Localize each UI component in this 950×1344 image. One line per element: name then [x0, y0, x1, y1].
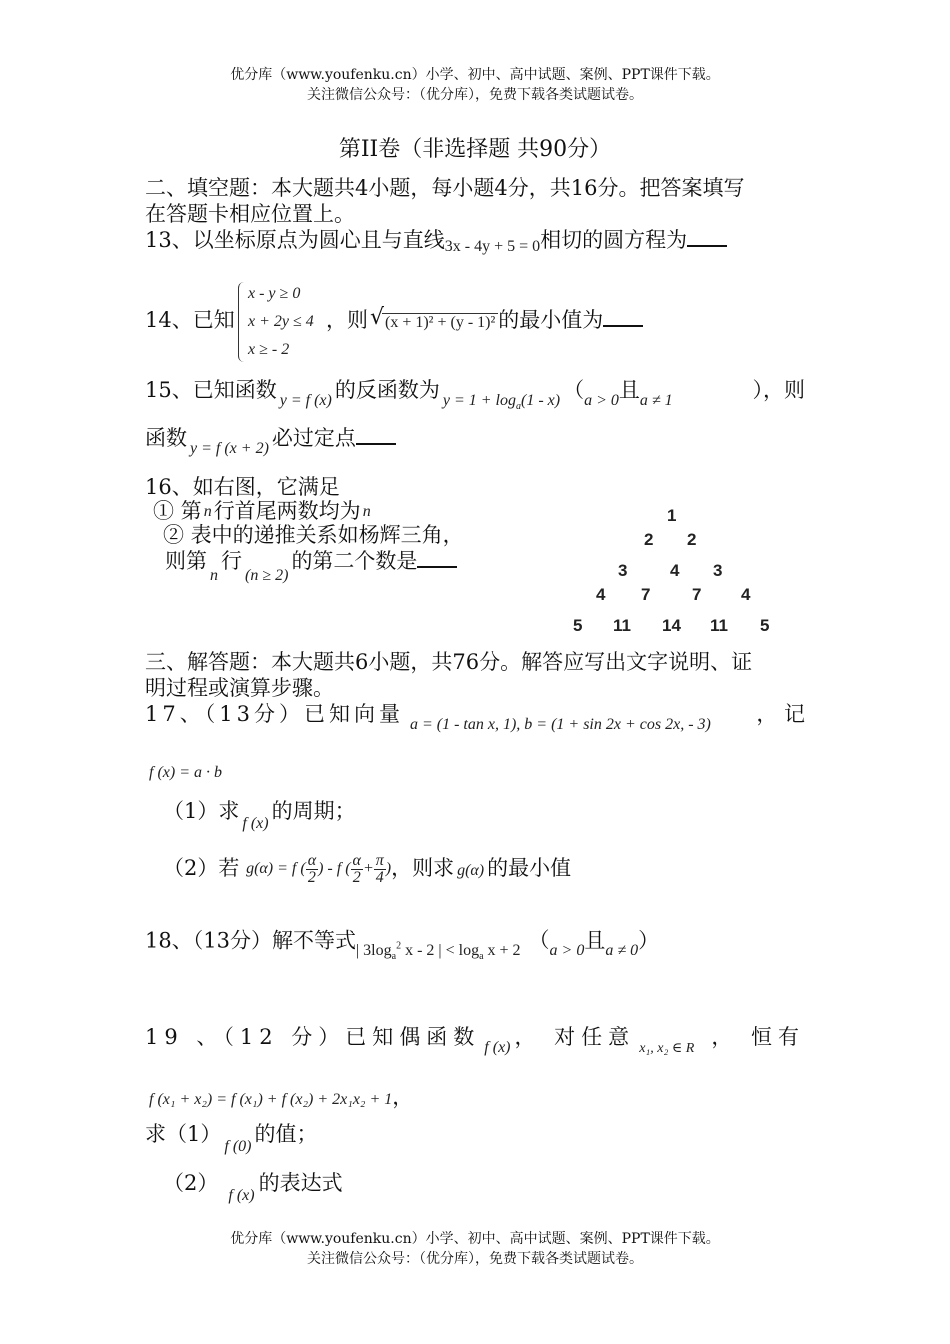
q15-cond-2: a ≠ 1 [639, 392, 673, 409]
q18-lead: 18、（13分）解不等式 [145, 928, 356, 953]
section-title: 第II卷（非选择题 共90分） [338, 137, 612, 162]
q14-condition-2: x + 2y ≤ 4 [248, 313, 314, 330]
q19-part-1: 求$(1)_{f (0)}$的值； [145, 1122, 318, 1155]
q14-system-brace [238, 282, 245, 362]
triangle-cell: 11 [613, 616, 631, 635]
q14-lead: 14、已知 [145, 308, 235, 332]
part3-intro-line2: 明过程或演算步骤。 [145, 676, 334, 700]
q15-cond-1: a > 0 [584, 392, 619, 409]
q17-g-expression: g(α) = f ( $\frac{\alpha}{2}$ ) - f ( $\frac{\alpha}{2}$ + $\frac{\pi}{4}$ ) [246, 852, 392, 886]
q14-answer-blank[interactable] [603, 307, 643, 327]
triangle-cell: 4 [670, 561, 680, 580]
question-18: 18、（13分）解不等式$_{| 3log_a^2 x - 2 | < log_a x + 2}$ （$_{a > 0}$且$_{a \ne 0}$） [145, 928, 660, 963]
q14-sqrt-content: (x + 1)² + (y - 1)² [382, 313, 498, 331]
triangle-cell: 5 [760, 616, 770, 635]
question-15-line1 [145, 377, 805, 412]
triangle-cell: 14 [662, 616, 681, 635]
q13-lead: 13、以坐标原点为圆心且与直线 [145, 228, 445, 252]
page-footer-line2: 关注微信公众号：（优分库），免费下载各类试题试卷。 [307, 1251, 643, 1267]
triangle-cell: 4 [596, 585, 606, 604]
q15-paren-open: （ [563, 378, 585, 402]
q19-tail: ， 恒有 [711, 1025, 805, 1049]
q15-qie: 且 [618, 378, 640, 402]
q14-condition-3: x ≥ - 2 [248, 341, 290, 358]
q16-lead: 16、如右图，它满足 [145, 475, 340, 499]
triangle-cell: 7 [641, 585, 651, 604]
q15-inverse: y = 1 + loga(1 - x) [442, 392, 561, 413]
q14-sqrt-expression [370, 307, 498, 336]
part2-intro-line2: 在答题卡相应位置上。 [145, 202, 355, 226]
q17-f-definition: f (x) = a · b [149, 764, 222, 781]
q19-f: f (x) [484, 1039, 511, 1056]
triangle-cell: 4 [741, 585, 751, 604]
q15-mid: 的反函数为 [334, 378, 440, 402]
question-17-line1 [145, 701, 805, 733]
q15-line2-tail: 必过定点 [271, 426, 356, 450]
question-19-line1 [145, 1024, 805, 1054]
triangle-cell: 5 [573, 616, 583, 635]
triangle-cell: 2 [644, 530, 654, 549]
q14-condition-1: x - y ≥ 0 [248, 285, 301, 302]
q15-f3: y = f (x + 2) [190, 440, 269, 457]
part3-intro-line1: 三、解答题：本大题共6小题，共76分。解答应写出文字说明、证 [145, 650, 753, 674]
triangle-cell: 2 [687, 530, 697, 549]
triangle-cell: 11 [710, 616, 728, 635]
q16-answer-blank[interactable] [417, 548, 457, 568]
q17-part-1: （1）求$_{f (x)}$的周期； [163, 799, 356, 832]
question-14-rest [326, 307, 643, 336]
q19-equation-line: f (x₁ + x₂) = f (x₁) + f (x₂) + 2x₁x₂ + 1， [149, 1085, 414, 1109]
q13-formula: 3x - 4y + 5 = 0 [444, 238, 541, 255]
question-13 [145, 227, 727, 256]
triangle-cell: 3 [713, 561, 723, 580]
sqrt-icon: √ [370, 305, 385, 330]
q19-vars: x₁, x₂ ∈ R [639, 1041, 695, 1056]
q13-answer-blank[interactable] [687, 227, 727, 247]
q16-item-3: 则第$_n$行$_{(n \ge 2)}$的第二个数是 [165, 548, 457, 577]
q14-mid: ，则 [326, 308, 368, 332]
q19-equation: f (x₁ + x₂) = f (x₁) + f (x₂) + 2x₁x₂ + 1 [149, 1091, 393, 1108]
part2-intro-line1: 二、填空题：本大题共4小题，每小题4分，共16分。把答案填写 [145, 176, 745, 200]
q17-vectors: a = (1 - tan x, 1), b = (1 + sin 2x + cos 2x, - 3) [409, 716, 711, 733]
q16-item-1: ① 第 n行首尾两数均为 n [153, 499, 371, 523]
q17-tail: ， 记 [756, 702, 805, 726]
page-footer-line1: 优分库（www.youfenku.cn）小学、初中、高中试题、案例、PPT课件下载。 [230, 1231, 720, 1247]
page-header-line1: 优分库（www.youfenku.cn）小学、初中、高中试题、案例、PPT课件下载。 [230, 67, 720, 83]
q17-part-2: （2）若 g(α) = f ( $\frac{\alpha}{2}$ ) - f ( $\frac{\alpha}{2}$ + $\frac{\pi}{4}$ )，则求 g(α) 的最小值 [163, 852, 572, 886]
q15-f1: y = f (x) [279, 392, 332, 409]
q19-lead: 19 、（12 分）已知偶函数 [145, 1025, 481, 1049]
q19-mid: ， 对任意 [514, 1025, 636, 1049]
q15-line2-lead: 函数 [145, 426, 187, 450]
q17-lead: 17、（13分）已知向量 [145, 702, 404, 726]
page-header-line2: 关注微信公众号：（优分库），免费下载各类试题试卷。 [307, 87, 643, 103]
question-15-line2 [145, 425, 396, 457]
triangle-cell: 3 [618, 561, 628, 580]
q15-paren-close: ），则 [752, 378, 805, 402]
q14-tail: 的最小值为 [498, 308, 604, 332]
q13-tail: 相切的圆方程为 [540, 228, 688, 252]
triangle-cell: 1 [667, 506, 677, 525]
q15-lead: 15、已知函数 [145, 378, 277, 402]
q18-inequality: | 3loga2 x - 2 | < loga x + 2 [355, 941, 521, 963]
q15-answer-blank[interactable] [356, 425, 396, 445]
q16-item-2: ② 表中的递推关系如杨辉三角， [163, 523, 464, 547]
q19-part-2: $(2)_{f (x)}$的表达式 [163, 1171, 343, 1204]
triangle-cell: 7 [692, 585, 702, 604]
